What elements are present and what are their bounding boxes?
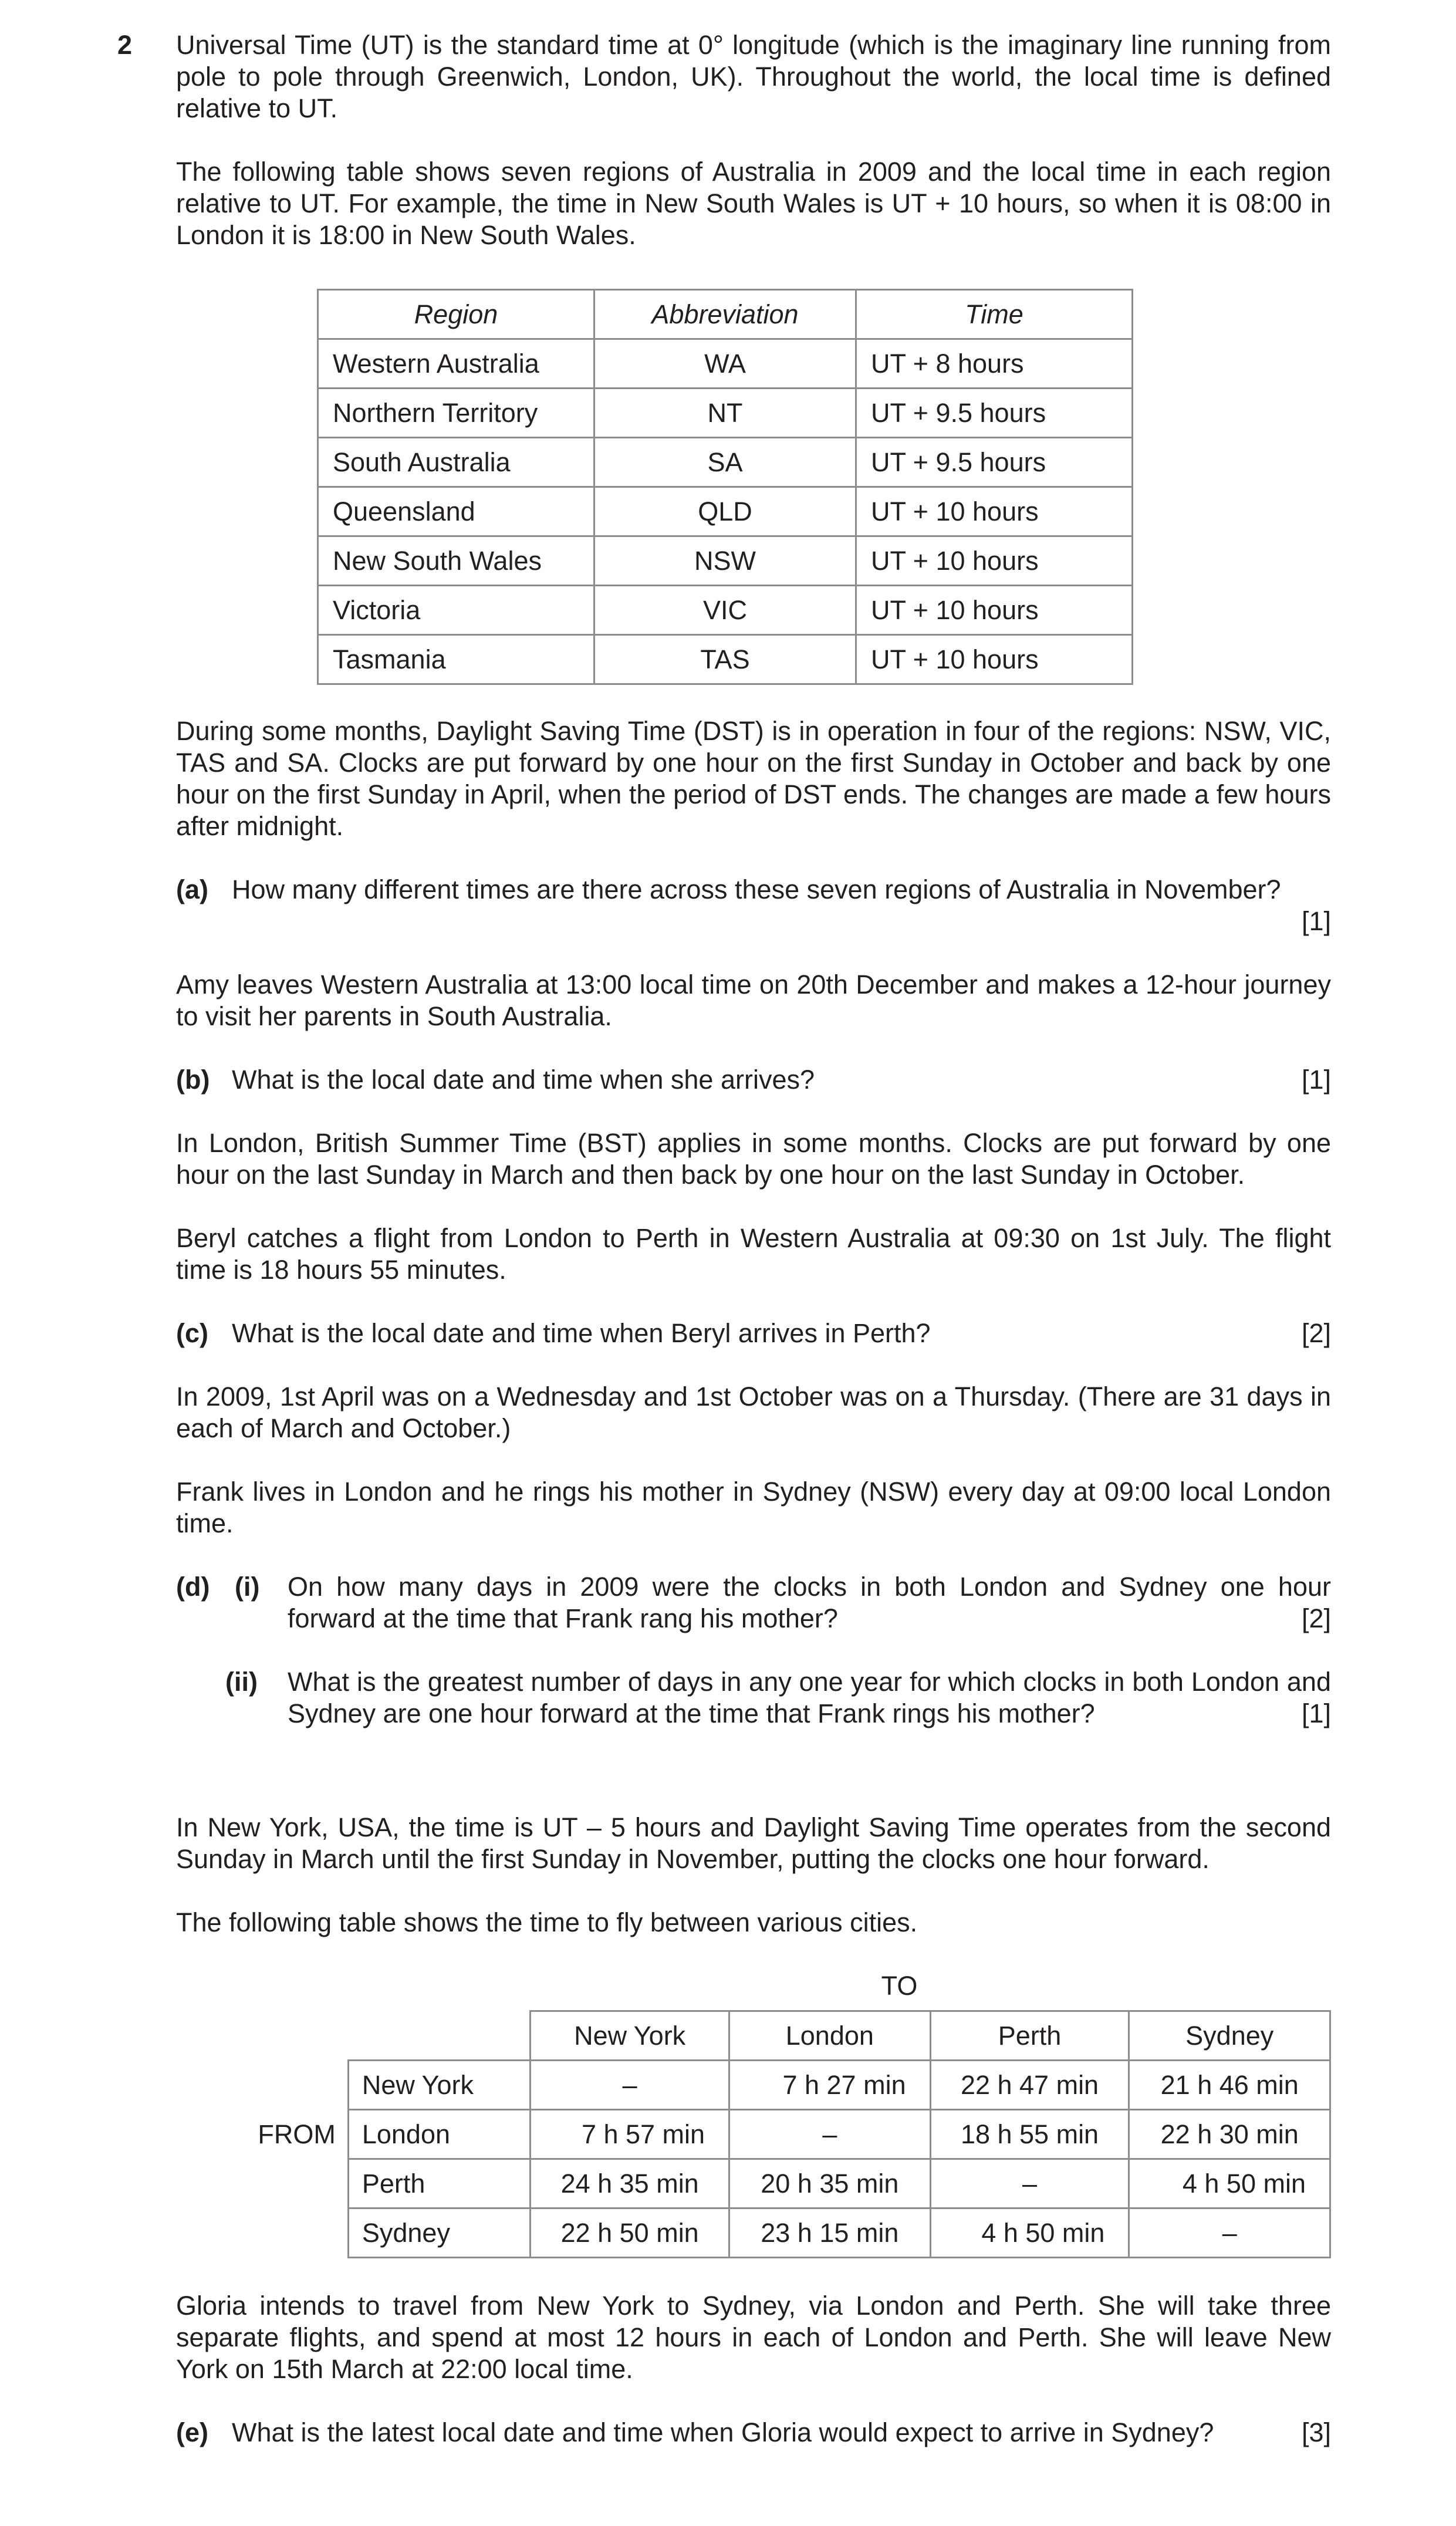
from-label: FROM — [258, 2119, 336, 2149]
column-header: Sydney — [1129, 2011, 1330, 2061]
question-a-label: (a) — [176, 874, 208, 904]
dst-paragraph: During some months, Daylight Saving Time (DST) is in operation in four of the regions: NSW, VIC, TAS and SA. Clocks are put forward by one hour on the first Sunday in October and back by one hour on the first Sunday in April, when the period of DST ends. The changes are made a few hours after midnight. — [176, 716, 1331, 841]
question-e-text: What is the latest local date and time when Gloria would expect to arrive in Sydney? — [232, 2417, 1214, 2447]
header-time: Time — [856, 290, 1133, 339]
question-e — [176, 2417, 1331, 2449]
question-d-ii-text: What is the greatest number of days in any one year for which clocks in both London and Sydney are one hour forward at the time that Frank rings his mother? — [288, 1667, 1331, 1728]
flight-times-table — [347, 2010, 1331, 2258]
row-header: Sydney — [348, 2208, 530, 2258]
question-c-label: (c) — [176, 1318, 208, 1348]
abbreviation-cell: QLD — [594, 487, 856, 536]
question-e-mark: [3] — [1301, 2417, 1331, 2447]
table-cell: 22 h 47 min — [930, 2061, 1129, 2110]
question-number: 2 — [117, 30, 133, 60]
bst-paragraph: In London, British Summer Time (BST) applies in some months. Clocks are put forward by one hour on the last Sunday in March and then back by one hour on the last Sunday in October. — [176, 1128, 1331, 1190]
question-d-ii-mark: [1] — [1301, 1698, 1331, 1728]
time-cell: UT + 10 hours — [856, 487, 1133, 536]
question-d-ii-label: (ii) — [225, 1667, 258, 1697]
question-b-text: What is the local date and time when she arrives? — [232, 1065, 815, 1095]
row-header: New York — [348, 2061, 530, 2110]
table-header-row — [348, 2011, 1330, 2061]
region-cell: Victoria — [318, 586, 594, 635]
question-b — [176, 1064, 1331, 1096]
table-row — [348, 2110, 1330, 2159]
abbreviation-cell: NT — [594, 389, 856, 438]
amy-paragraph: Amy leaves Western Australia at 13:00 local time on 20th December and makes a 12-hour journey to visit her parents in South Australia. — [176, 970, 1331, 1031]
region-cell: Western Australia — [318, 339, 594, 389]
abbreviation-cell: VIC — [594, 586, 856, 635]
question-d-label: (d) — [176, 1572, 210, 1602]
table-cell: 22 h 30 min — [1129, 2110, 1330, 2159]
table-cell: 18 h 55 min — [930, 2110, 1129, 2159]
flight-times-table-wrap — [176, 2010, 1331, 2258]
question-a-mark: [1] — [1301, 906, 1331, 936]
table-row — [318, 635, 1133, 684]
table-row — [318, 536, 1133, 586]
days-paragraph: In 2009, 1st April was on a Wednesday and 1st October was on a Thursday. (There are 31 days in each of March and October.) — [176, 1382, 1331, 1443]
time-cell: UT + 10 hours — [856, 536, 1133, 586]
question-d-i-mark: [2] — [1301, 1603, 1331, 1633]
table-cell: 20 h 35 min — [729, 2159, 931, 2208]
question-d-i-text: On how many days in 2009 were the clocks in both London and Sydney one hour forward at the time that Frank rang his mother? — [288, 1572, 1331, 1633]
gloria-paragraph: Gloria intends to travel from New York to Sydney, via London and Perth. She will take three separate flights, and spend at most 12 hours in each of London and Perth. She will leave New York on 15th March at 22:00 local time. — [176, 2291, 1331, 2384]
table-cell: 4 h 50 min — [1129, 2159, 1330, 2208]
question-b-label: (b) — [176, 1065, 210, 1095]
question-b-mark: [1] — [1301, 1065, 1331, 1095]
header-abbreviation: Abbreviation — [594, 290, 856, 339]
column-header: Perth — [930, 2011, 1129, 2061]
abbreviation-cell: TAS — [594, 635, 856, 684]
frank-paragraph: Frank lives in London and he rings his mother in Sydney (NSW) every day at 09:00 local London time. — [176, 1477, 1331, 1538]
question-d-i — [176, 1571, 1331, 1635]
region-cell: Tasmania — [318, 635, 594, 684]
table-cell: – — [729, 2110, 931, 2159]
table-row — [318, 339, 1133, 389]
table-row — [318, 586, 1133, 635]
time-cell: UT + 8 hours — [856, 339, 1133, 389]
column-header: New York — [531, 2011, 729, 2061]
intro-paragraph-1: Universal Time (UT) is the standard time at 0° longitude (which is the imaginary line running from pole to pole through Greenwich, London, UK). Throughout the world, the local time is defined relative to UT. — [176, 30, 1331, 123]
row-header: London — [348, 2110, 530, 2159]
question-d-i-label: (i) — [235, 1572, 260, 1602]
new-york-paragraph: In New York, USA, the time is UT – 5 hours and Daylight Saving Time operates from the second Sunday in March until the first Sunday in November, putting the clocks one hour forward. — [176, 1812, 1331, 1874]
table-row — [348, 2159, 1330, 2208]
question-body — [176, 29, 1331, 2449]
table-row — [348, 2208, 1330, 2258]
table-header-row — [318, 290, 1133, 339]
to-label: TO — [881, 1971, 918, 2001]
time-cell: UT + 9.5 hours — [856, 389, 1133, 438]
table-cell: 22 h 50 min — [531, 2208, 729, 2258]
question-c-mark: [2] — [1301, 1318, 1331, 1348]
table-cell: 7 h 27 min — [729, 2061, 931, 2110]
question-d-ii — [176, 1666, 1331, 1730]
table-cell: – — [930, 2159, 1129, 2208]
header-region: Region — [318, 290, 594, 339]
column-header: London — [729, 2011, 931, 2061]
table-cell: 24 h 35 min — [531, 2159, 729, 2208]
time-cell: UT + 9.5 hours — [856, 438, 1133, 487]
row-header: Perth — [348, 2159, 530, 2208]
intro-paragraph-2: The following table shows seven regions of Australia in 2009 and the local time in each region relative to UT. For example, the time in New South Wales is UT + 10 hours, so when it is 08:00 in London it is 18:00 in New South Wales. — [176, 157, 1331, 250]
time-cell: UT + 10 hours — [856, 586, 1133, 635]
table-row — [318, 389, 1133, 438]
abbreviation-cell: NSW — [594, 536, 856, 586]
table-cell: – — [531, 2061, 729, 2110]
question-c — [176, 1318, 1331, 1349]
abbreviation-cell: SA — [594, 438, 856, 487]
question-e-label: (e) — [176, 2417, 208, 2447]
table-cell: 21 h 46 min — [1129, 2061, 1330, 2110]
region-cell: New South Wales — [318, 536, 594, 586]
table-cell: 4 h 50 min — [930, 2208, 1129, 2258]
region-cell: South Australia — [318, 438, 594, 487]
table-cell: 23 h 15 min — [729, 2208, 931, 2258]
question-a-text: How many different times are there across these seven regions of Australia in November? — [232, 874, 1281, 904]
region-cell: Northern Territory — [318, 389, 594, 438]
abbreviation-cell: WA — [594, 339, 856, 389]
table-row — [348, 2061, 1330, 2110]
beryl-paragraph: Beryl catches a flight from London to Perth in Western Australia at 09:30 on 1st July. The flight time is 18 hours 55 minutes. — [176, 1223, 1331, 1285]
region-time-table — [317, 289, 1133, 685]
question-a — [176, 874, 1331, 937]
table-row — [318, 487, 1133, 536]
table-row — [318, 438, 1133, 487]
region-cell: Queensland — [318, 487, 594, 536]
table-cell: – — [1129, 2208, 1330, 2258]
time-cell: UT + 10 hours — [856, 635, 1133, 684]
flight-table-intro: The following table shows the time to fly between various cities. — [176, 1907, 918, 1937]
table-cell: 7 h 57 min — [531, 2110, 729, 2159]
question-c-text: What is the local date and time when Beryl arrives in Perth? — [232, 1318, 931, 1348]
